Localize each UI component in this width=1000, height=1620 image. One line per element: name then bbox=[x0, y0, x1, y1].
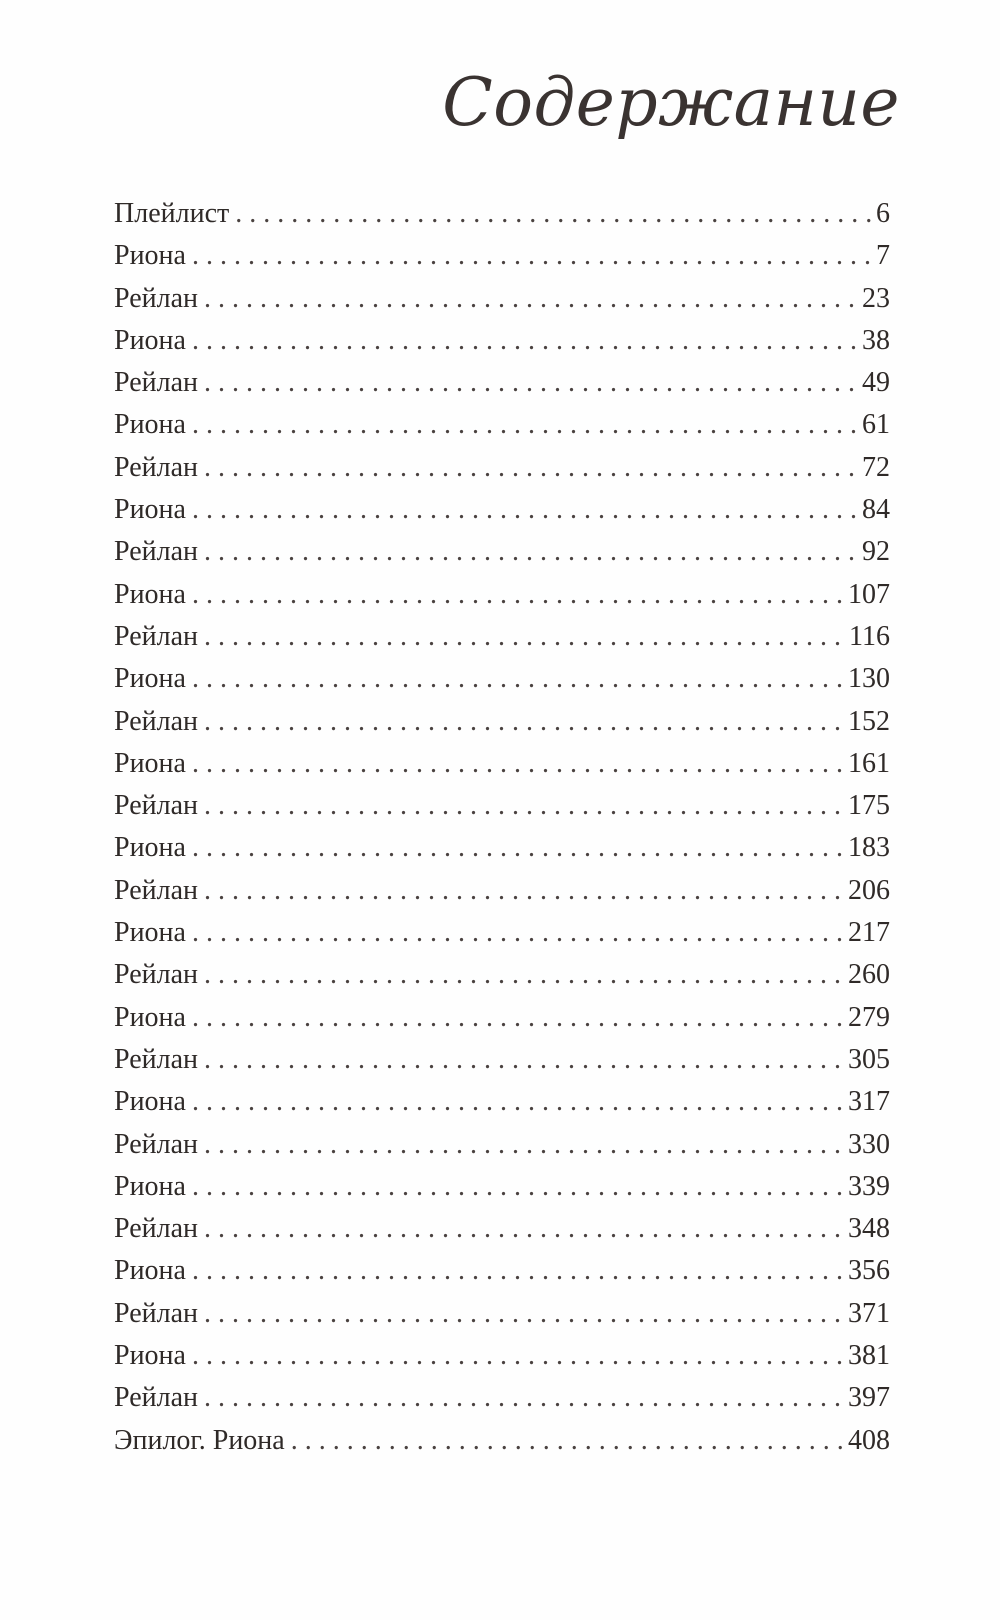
toc-entry-page: 348 bbox=[848, 1213, 890, 1245]
toc-entry-label: Риона bbox=[114, 832, 186, 864]
toc-entry bbox=[114, 198, 890, 240]
toc-entry bbox=[114, 579, 890, 621]
toc-entry bbox=[114, 409, 890, 451]
toc-entry-page: 116 bbox=[849, 620, 890, 652]
toc-entry bbox=[114, 1382, 890, 1424]
toc-entry-label: Рейлан bbox=[114, 705, 198, 737]
toc-entry bbox=[114, 875, 890, 917]
toc-leader-dots bbox=[204, 452, 860, 484]
toc-leader-dots bbox=[192, 1255, 846, 1287]
toc-entry-label: Рейлан bbox=[114, 874, 198, 906]
toc-entry-label: Рейлан bbox=[114, 451, 198, 483]
toc-entry-label: Риона bbox=[114, 1255, 186, 1287]
toc-entry-label: Риона bbox=[114, 494, 186, 526]
toc-entry-page: 206 bbox=[848, 874, 890, 906]
toc-entry-label: Риона bbox=[114, 1340, 186, 1372]
toc-entry bbox=[114, 1213, 890, 1255]
toc-entry-label: Рейлан bbox=[114, 1382, 198, 1414]
toc-leader-dots bbox=[192, 579, 846, 611]
toc-entry-label: Рейлан bbox=[114, 790, 198, 822]
toc-entry bbox=[114, 748, 890, 790]
toc-entry-page: 6 bbox=[876, 198, 890, 229]
toc-entry bbox=[114, 1255, 890, 1297]
toc-leader-dots bbox=[204, 706, 846, 738]
toc-entry-label: Риона bbox=[114, 663, 186, 695]
toc-entry-label: Риона bbox=[114, 1170, 186, 1202]
toc-leader-dots bbox=[204, 875, 846, 907]
toc-leader-dots bbox=[204, 1382, 846, 1414]
toc-entry bbox=[114, 1044, 890, 1086]
toc-entry bbox=[114, 283, 890, 325]
toc-entry bbox=[114, 917, 890, 959]
toc-leader-dots bbox=[192, 1171, 846, 1203]
toc-leader-dots bbox=[204, 959, 846, 991]
toc-entry bbox=[114, 1340, 890, 1382]
toc-entry-label: Риона bbox=[114, 1086, 186, 1118]
toc-entry-label: Рейлан bbox=[114, 536, 198, 568]
toc-entry-page: 61 bbox=[862, 409, 890, 441]
toc-leader-dots bbox=[235, 198, 874, 230]
toc-entry bbox=[114, 1086, 890, 1128]
toc-leader-dots bbox=[291, 1425, 846, 1457]
toc-entry bbox=[114, 706, 890, 748]
toc-entry-page: 175 bbox=[848, 790, 890, 822]
toc-entry-page: 260 bbox=[848, 959, 890, 991]
toc-entry bbox=[114, 367, 890, 409]
toc-entry bbox=[114, 325, 890, 367]
toc-entry-page: 397 bbox=[848, 1382, 890, 1414]
toc-entry-page: 107 bbox=[848, 578, 890, 610]
toc-entry-page: 305 bbox=[848, 1043, 890, 1075]
toc-leader-dots bbox=[204, 790, 846, 822]
toc-entry-page: 381 bbox=[848, 1340, 890, 1372]
toc-entry-page: 84 bbox=[862, 494, 890, 526]
toc-entry bbox=[114, 1298, 890, 1340]
toc-leader-dots bbox=[204, 1044, 846, 1076]
toc-entry-page: 356 bbox=[848, 1255, 890, 1287]
toc-entry bbox=[114, 621, 890, 663]
toc-entry-label: Эпилог. Риона bbox=[114, 1424, 285, 1456]
toc-entry-page: 72 bbox=[862, 451, 890, 483]
toc-entry-page: 38 bbox=[862, 324, 890, 356]
toc-leader-dots bbox=[192, 409, 860, 441]
toc-leader-dots bbox=[192, 240, 874, 272]
toc-entry bbox=[114, 790, 890, 832]
toc-entry-label: Плейлист bbox=[114, 198, 230, 229]
page-title: Содержание bbox=[442, 64, 900, 141]
toc-entry-label: Риона bbox=[114, 1001, 186, 1033]
toc-entry-label: Рейлан bbox=[114, 367, 198, 399]
toc-leader-dots bbox=[192, 325, 860, 357]
toc-leader-dots bbox=[192, 494, 860, 526]
toc-entry bbox=[114, 1002, 890, 1044]
toc-entry-label: Риона bbox=[114, 917, 186, 949]
toc-leader-dots bbox=[204, 536, 860, 568]
toc-entry bbox=[114, 494, 890, 536]
toc-entry bbox=[114, 1129, 890, 1171]
toc-leader-dots bbox=[192, 1086, 846, 1118]
toc-entry-page: 330 bbox=[848, 1128, 890, 1160]
toc-entry-label: Риона bbox=[114, 324, 186, 356]
toc-leader-dots bbox=[204, 1213, 846, 1245]
toc-entry-page: 152 bbox=[848, 705, 890, 737]
toc-leader-dots bbox=[204, 1129, 846, 1161]
toc-entry bbox=[114, 959, 890, 1001]
toc-entry-page: 317 bbox=[848, 1086, 890, 1118]
toc-leader-dots bbox=[192, 1340, 846, 1372]
toc-entry-label: Риона bbox=[114, 240, 186, 272]
table-of-contents bbox=[114, 198, 890, 1467]
toc-entry bbox=[114, 536, 890, 578]
toc-entry-page: 49 bbox=[862, 367, 890, 399]
toc-entry-page: 92 bbox=[862, 536, 890, 568]
toc-leader-dots bbox=[192, 832, 846, 864]
toc-leader-dots bbox=[204, 621, 847, 653]
toc-entry-page: 23 bbox=[862, 282, 890, 314]
toc-entry bbox=[114, 1425, 890, 1467]
toc-entry-label: Риона bbox=[114, 409, 186, 441]
toc-entry-page: 7 bbox=[876, 240, 890, 272]
toc-leader-dots bbox=[192, 917, 846, 949]
toc-leader-dots bbox=[192, 1002, 846, 1034]
toc-entry-label: Рейлан bbox=[114, 1213, 198, 1245]
toc-entry-page: 161 bbox=[848, 747, 890, 779]
toc-entry bbox=[114, 240, 890, 282]
toc-entry-page: 183 bbox=[848, 832, 890, 864]
toc-leader-dots bbox=[192, 663, 846, 695]
toc-entry bbox=[114, 1171, 890, 1213]
toc-entry-page: 279 bbox=[848, 1001, 890, 1033]
toc-entry-page: 339 bbox=[848, 1170, 890, 1202]
toc-entry-page: 371 bbox=[848, 1297, 890, 1329]
toc-entry-label: Рейлан bbox=[114, 620, 198, 652]
toc-entry-label: Риона bbox=[114, 578, 186, 610]
toc-entry-page: 130 bbox=[848, 663, 890, 695]
toc-entry-label: Рейлан bbox=[114, 1043, 198, 1075]
toc-entry bbox=[114, 832, 890, 874]
toc-leader-dots bbox=[192, 748, 846, 780]
toc-entry-label: Рейлан bbox=[114, 1297, 198, 1329]
toc-leader-dots bbox=[204, 283, 860, 315]
toc-entry bbox=[114, 452, 890, 494]
toc-entry-label: Рейлан bbox=[114, 282, 198, 314]
toc-entry-label: Риона bbox=[114, 747, 186, 779]
toc-entry-page: 217 bbox=[848, 917, 890, 949]
toc-entry bbox=[114, 663, 890, 705]
toc-leader-dots bbox=[204, 367, 860, 399]
toc-leader-dots bbox=[204, 1298, 846, 1330]
toc-entry-page: 408 bbox=[848, 1424, 890, 1456]
toc-entry-label: Рейлан bbox=[114, 959, 198, 991]
toc-entry-label: Рейлан bbox=[114, 1128, 198, 1160]
